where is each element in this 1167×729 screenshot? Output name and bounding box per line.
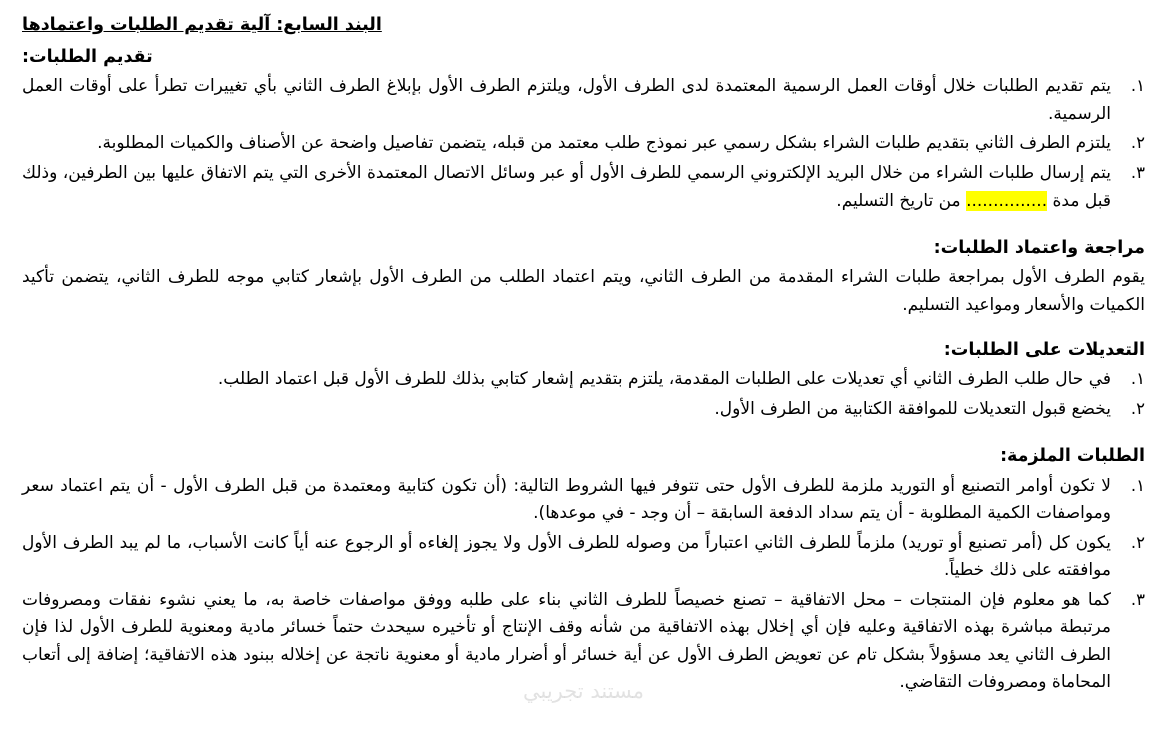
list-item xyxy=(22,73,1145,128)
list-item-text: لا تكون أوامر التصنيع أو التوريد ملزمة للطرف الأول حتى تتوفر فيها الشروط التالية: (أن تكون كتابية ومعتمدة من قبل الطرف الأول - أن يتم اعتماد سعر ومواصفات الكمية المطلوبة - أن يتم سداد الدفعة السابقة – أن وجد - في موعدها). xyxy=(22,475,1111,524)
section-heading-review: مراجعة واعتماد الطلبات: xyxy=(933,238,1145,259)
list-item-text: في حال طلب الطرف الثاني أي تعديلات على الطلبات المقدمة، يلتزم بتقديم إشعار كتابي بذلك للطرف الأول قبل اعتماد الطلب. xyxy=(217,369,1111,390)
list-item-text: كما هو معلوم فإن المنتجات – محل الاتفاقية – تصنع خصيصاً للطرف الثاني بناء على طلبه ووفق مواصفات خاصة به، ما يعني نشوء نفقات ومصروفات مرتبطة مباشرة بهذه الاتفاقية وعليه فإن أي إخلال بهذه الاتفاقية من شأنه وقف الإنتاج أو تأخيره سيحدث حتماً خسائر مادية ومعنوية للطرف الأول لذا فإن الطرف الثاني يعد مسؤولاً بشكل تام عن تعويض الطرف الأول عن أية خسائر أو أضرار مادية أو معنوية ناتجة عن إخلاله ببنود هذه الاتفاقية؛ إضافة إلى أتعاب المحاماة ومصروفات التقاضي. xyxy=(22,589,1111,693)
list-item-number: ٢. xyxy=(1130,133,1145,153)
list-item-number: ٢. xyxy=(1130,398,1145,418)
list-item-text: يتم تقديم الطلبات خلال أوقات العمل الرسمية المعتمدة لدى الطرف الأول، ويلتزم الطرف الأول بإبلاغ الطرف الثاني بأي تغييرات تطرأ على أوقات العمل الرسمية. xyxy=(22,76,1111,124)
spacer xyxy=(22,321,1145,335)
list-item xyxy=(22,530,1145,585)
spacer xyxy=(22,219,1145,233)
list-item xyxy=(22,130,1145,158)
list-item-number: ٢. xyxy=(1130,532,1145,552)
list-item xyxy=(22,473,1145,528)
list-binding xyxy=(22,473,1145,697)
list-item xyxy=(22,587,1145,697)
highlighted-blank: ............... xyxy=(966,190,1048,211)
paragraph-review: يقوم الطرف الأول بمراجعة طلبات الشراء المقدمة من الطرف الثاني، ويتم اعتماد الطلب من الطرف الأول بإشعار كتابي موجه للطرف الثاني، يتضمن تأكيد الكميات والأسعار ومواعيد التسليم. xyxy=(22,267,1145,315)
list-submission xyxy=(22,73,1145,215)
list-item xyxy=(22,396,1145,424)
list-item-number: ٣. xyxy=(1130,162,1145,182)
page-title: البند السابع: آلية تقديم الطلبات واعتمادها xyxy=(22,15,382,35)
section-heading-amendments: التعديلات على الطلبات: xyxy=(943,340,1145,361)
watermark: مستند تجريبي xyxy=(522,679,645,703)
list-item-number: ١. xyxy=(1130,76,1145,96)
list-item-text: يلتزم الطرف الثاني بتقديم طلبات الشراء بشكل رسمي عبر نموذج طلب معتمد من قبله، يتضمن تفاصيل واضحة عن الأصناف والكميات المطلوبة. xyxy=(97,133,1111,154)
list-item-text-before: يتم إرسال طلبات الشراء من خلال البريد الإلكتروني الرسمي للطرف الأول أو عبر وسائل الاتصال المعتمدة الأخرى التي يتم الاتفاق عليها بين الطرفين، وذلك قبل مدة xyxy=(22,162,1111,211)
list-item-number: ١. xyxy=(1130,475,1145,495)
list-item-number: ٣. xyxy=(1130,589,1145,609)
section-heading-submission: تقديم الطلبات: xyxy=(22,47,153,68)
list-item xyxy=(22,366,1145,394)
list-item-text-after: من تاريخ التسليم. xyxy=(836,190,967,211)
section-heading-binding: الطلبات الملزمة: xyxy=(1000,446,1145,467)
list-item-text: يكون كل (أمر تصنيع أو توريد) ملزماً للطرف الثاني اعتباراً من وصوله للطرف الأول ولا يجوز إلغاءه أو الرجوع عنه أياً كانت الأسباب، ما لم يبد الطرف الأول موافقته على ذلك خطياً. xyxy=(22,532,1111,581)
list-item-text: يخضع قبول التعديلات للموافقة الكتابية من الطرف الأول. xyxy=(714,398,1111,419)
spacer xyxy=(22,427,1145,441)
list-amendments xyxy=(22,366,1145,423)
list-item-number: ١. xyxy=(1130,369,1145,389)
list-item xyxy=(22,160,1145,215)
